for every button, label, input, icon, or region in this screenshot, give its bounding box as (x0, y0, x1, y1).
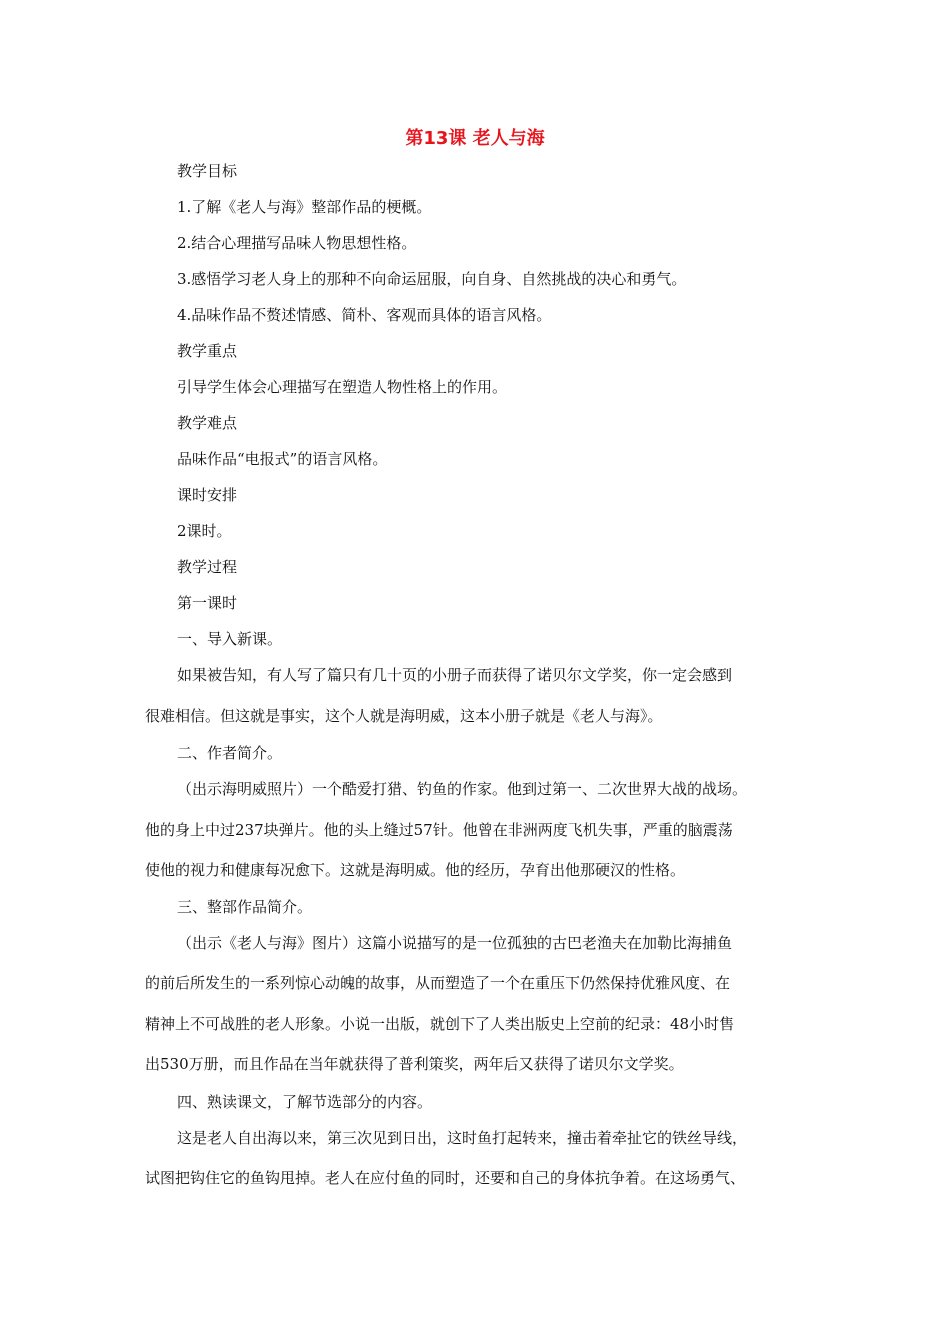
goal-item-1: 1.了解《老人与海》整部作品的梗概。 (177, 198, 432, 216)
paragraph-line: 使他的视力和健康每况愈下。这就是海明威。他的经历，孕育出他那硬汉的性格。 (145, 861, 686, 879)
difficulties-text: 品味作品“电报式”的语言风格。 (177, 450, 388, 468)
heading-difficulties: 教学难点 (177, 414, 238, 432)
paragraph-line: （出示《老人与海》图片）这篇小说描写的是一位孤独的古巴老渔夫在加勒比海捕鱼 (177, 934, 733, 952)
key-points-text: 引导学生体会心理描写在塑造人物性格上的作用。 (177, 378, 508, 396)
paragraph-line: 这是老人自出海以来，第三次见到日出，这时鱼打起转来，撞击着牵扯它的铁丝导线， (177, 1129, 748, 1147)
section-heading-2: 二、作者简介。 (177, 744, 283, 762)
heading-schedule: 课时安排 (177, 486, 238, 504)
heading-process: 教学过程 (177, 558, 238, 576)
paragraph-line: 精神上不可战胜的老人形象。小说一出版，就创下了人类出版史上空前的纪录：48小时售 (145, 1015, 735, 1033)
section-heading-4: 四、熟读课文，了解节选部分的内容。 (177, 1093, 433, 1111)
lesson-title: 第13课 老人与海 (405, 128, 545, 149)
goal-item-4: 4.品味作品不赘述情感、简朴、客观而具体的语言风格。 (177, 306, 552, 324)
paragraph-line: 试图把钩住它的鱼钩甩掉。老人在应付鱼的同时，还要和自己的身体抗争着。在这场勇气、 (145, 1169, 746, 1187)
heading-key-points: 教学重点 (177, 342, 238, 360)
schedule-text: 2课时。 (177, 522, 232, 540)
paragraph-line: 很难相信。但这就是事实，这个人就是海明威，这本小册子就是《老人与海》。 (145, 707, 663, 725)
heading-first-session: 第一课时 (177, 594, 238, 612)
paragraph-line: 的前后所发生的一系列惊心动魄的故事，从而塑造了一个在重压下仍然保持优雅风度、在 (145, 974, 731, 992)
paragraph-line: 如果被告知，有人写了篇只有几十页的小册子而获得了诺贝尔文学奖，你一定会感到 (177, 666, 733, 684)
goal-item-2: 2.结合心理描写品味人物思想性格。 (177, 234, 417, 252)
section-heading-1: 一、导入新课。 (177, 630, 283, 648)
paragraph-line: 他的身上中过237块弹片。他的头上缝过57针。他曾在非洲两度飞机失事，严重的脑震荡 (145, 821, 733, 839)
paragraph-line: （出示海明威照片）一个酷爱打猎、钓鱼的作家。他到过第一、二次世界大战的战场。 (177, 780, 748, 798)
paragraph-line: 出530万册，而且作品在当年就获得了普利策奖，两年后又获得了诺贝尔文学奖。 (145, 1055, 684, 1073)
section-heading-3: 三、整部作品简介。 (177, 898, 313, 916)
goal-item-3: 3.感悟学习老人身上的那种不向命运屈服，向自身、自然挑战的决心和勇气。 (177, 270, 687, 288)
heading-teaching-goals: 教学目标 (177, 162, 238, 180)
